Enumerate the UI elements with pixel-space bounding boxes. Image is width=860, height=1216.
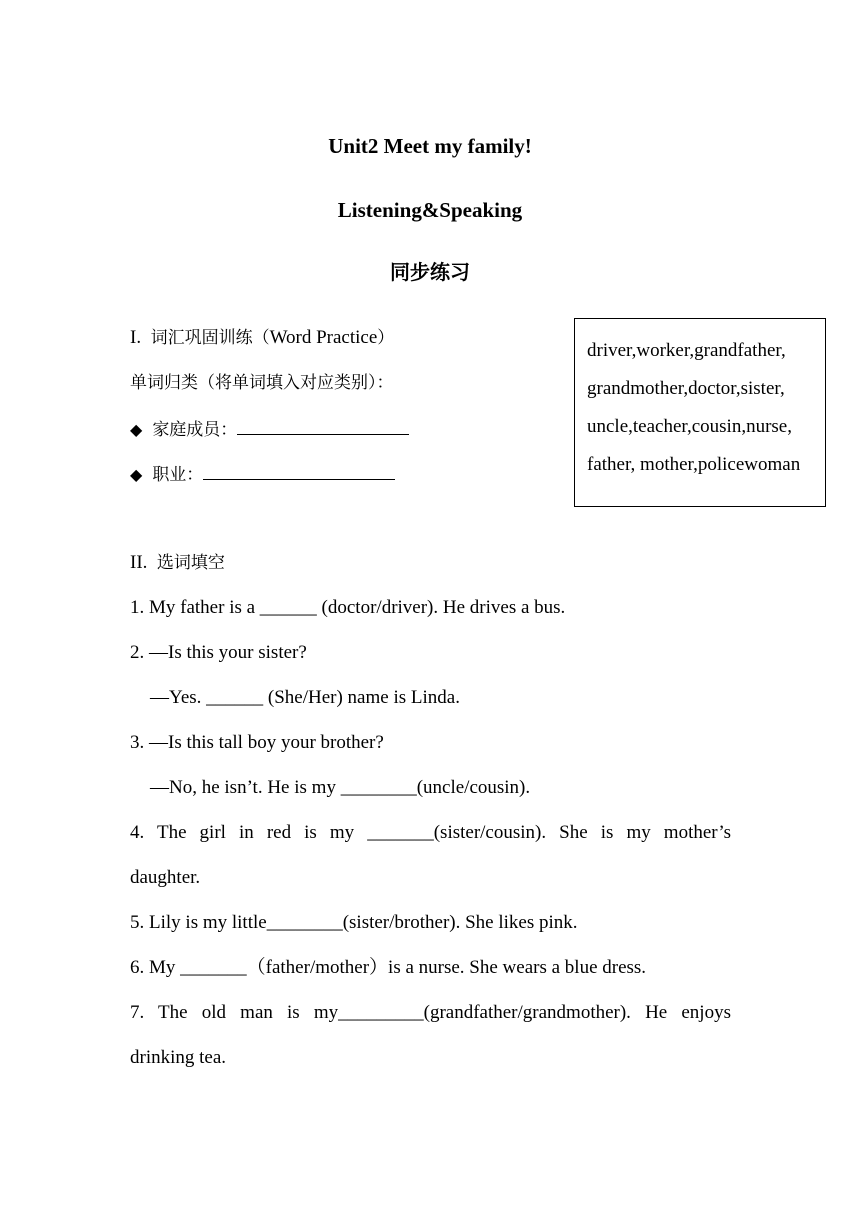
- section-1-heading-cn: 词汇巩固训练（: [150, 328, 270, 348]
- section-1-number: I.: [130, 327, 142, 348]
- section-1-heading: [130, 326, 394, 350]
- job-label: 职业：: [152, 465, 204, 485]
- question-3-answer: —No, he isn’t. He is my ________(uncle/cousin).: [150, 777, 531, 798]
- section-2-heading-cn: 选词填空: [156, 553, 225, 573]
- question-2-prompt: 2. —Is this your sister?: [130, 642, 307, 663]
- word-bank-line: father, mother,policewoman: [587, 454, 801, 475]
- question-4-line-1: 4. The girl in red is my _______(sister/cousin). She is my mother’s: [130, 822, 731, 843]
- word-bank-line: driver,worker,grandfather,: [587, 340, 786, 361]
- diamond-bullet-icon: ◆: [130, 467, 143, 484]
- job-answer-blank[interactable]: [203, 461, 395, 480]
- family-answer-blank[interactable]: [237, 416, 409, 435]
- family-label: 家庭成员：: [152, 420, 238, 440]
- section-2-heading: [130, 551, 225, 575]
- family-row: [130, 416, 409, 443]
- question-5: 5. Lily is my little________(sister/brother). She likes pink.: [130, 912, 578, 933]
- question-3-prompt: 3. —Is this tall boy your brother?: [130, 732, 384, 753]
- question-4-line-2: daughter.: [130, 867, 201, 888]
- question-7-line-2: drinking tea.: [130, 1047, 227, 1068]
- page-title: Unit2 Meet my family!: [328, 134, 532, 158]
- word-bank-line: grandmother,doctor,sister,: [587, 378, 785, 399]
- page-subtitle-cn: 同步练习: [390, 260, 470, 284]
- section-1-heading-en: Word Practice: [269, 327, 378, 348]
- question-1: 1. My father is a ______ (doctor/driver). He drives a bus.: [130, 597, 566, 618]
- word-bank-box: [574, 318, 826, 507]
- question-2-answer: —Yes. ______ (She/Her) name is Linda.: [150, 687, 460, 708]
- question-6: 6. My _______（father/mother）is a nurse. She wears a blue dress.: [130, 957, 647, 978]
- question-7-line-1: 7. The old man is my_________(grandfather/grandmother). He enjoys: [130, 1002, 731, 1023]
- section-1-instruction: 单词归类（将单词填入对应类别）：: [130, 373, 394, 393]
- section-2-number: II.: [130, 552, 148, 573]
- diamond-bullet-icon: ◆: [130, 422, 143, 439]
- section-1-heading-close: ）: [377, 328, 395, 348]
- page-subtitle: Listening&Speaking: [337, 198, 523, 222]
- word-bank-line: uncle,teacher,cousin,nurse,: [587, 416, 792, 437]
- job-row: [130, 461, 395, 488]
